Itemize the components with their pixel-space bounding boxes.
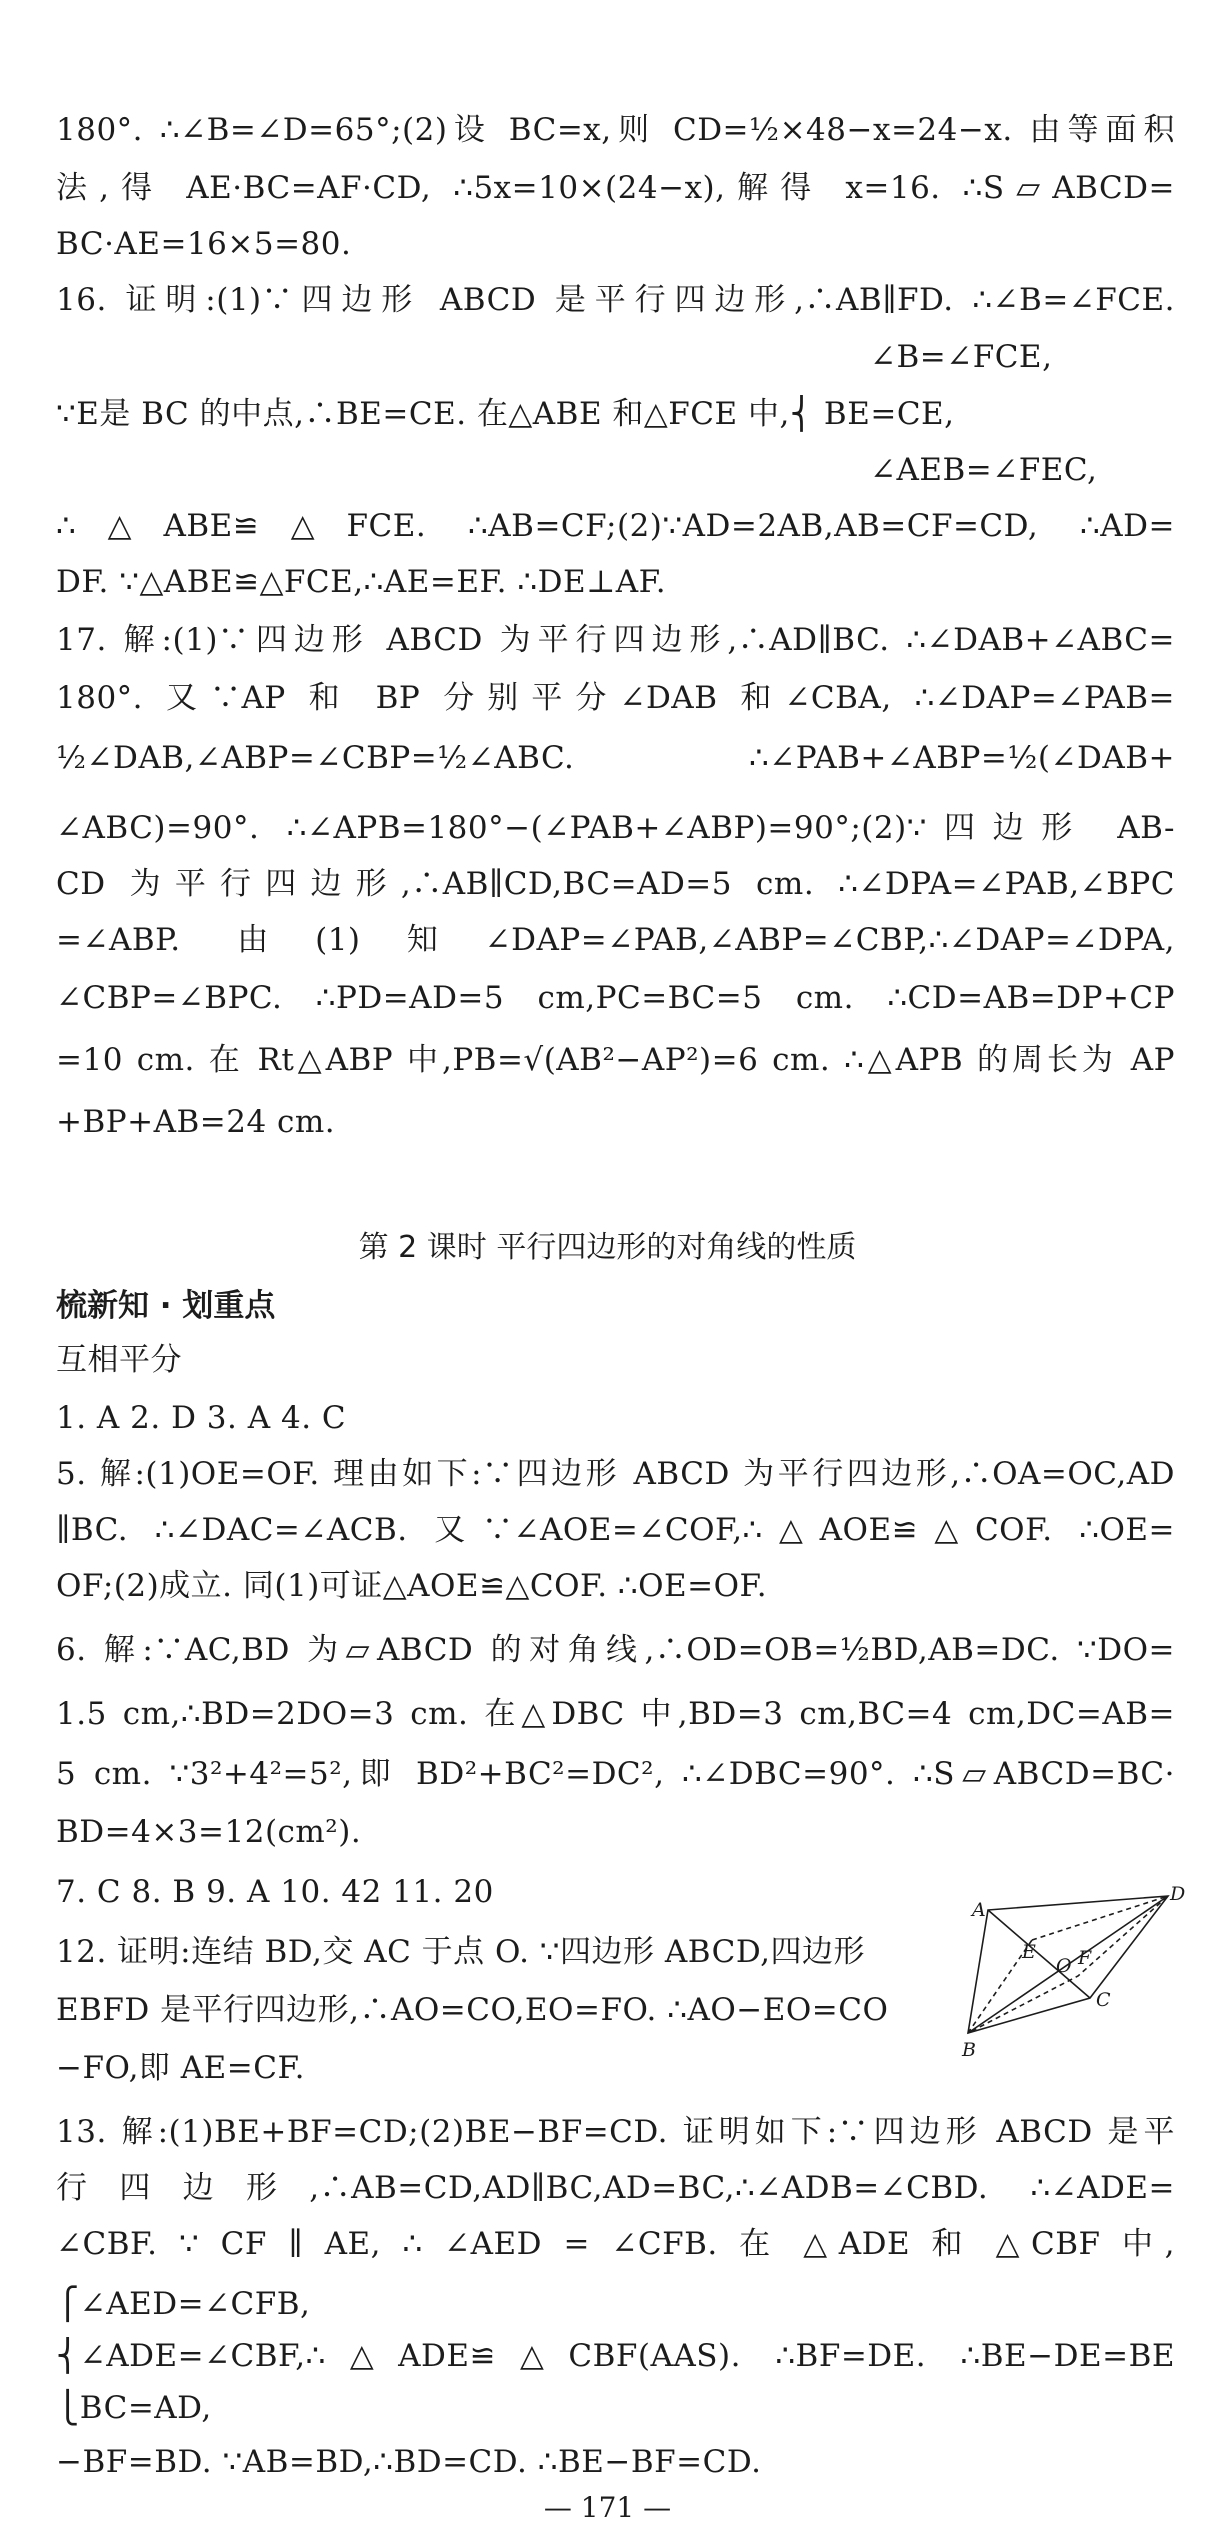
label-D: D xyxy=(1170,1883,1186,1905)
text-line: ⎧∠AED=∠CFB, xyxy=(56,2286,311,2322)
text-line: CD 为平行四边形,∴AB∥CD,BC=AD=5 cm. ∴∠DPA=∠PAB,∠BPC xyxy=(56,866,1175,902)
text-line: 1.5 cm,∴BD=2DO=3 cm. 在△DBC 中,BD=3 cm,BC=4 cm,DC=AB= xyxy=(56,1696,1175,1732)
text-line: 16. 证明:(1)∵四边形 ABCD 是平行四边形,∴AB∥FD. ∴∠B=∠FCE. xyxy=(56,282,1175,318)
text-line: ∠ABC)=90°. ∴∠APB=180°−(∠PAB+∠ABP)=90°;(2)∵四边形 AB- xyxy=(56,810,1175,846)
text-line: 互相平分 xyxy=(56,1342,182,1378)
label-B: B xyxy=(962,2039,976,2061)
text-line: ∥BC. ∴∠DAC=∠ACB. 又∵∠AOE=∠COF,∴△AOE≌△COF. ∴OE= xyxy=(56,1512,1175,1548)
answer-line: 7. C 8. B 9. A 10. 42 11. 20 xyxy=(56,1874,494,1910)
text-line: +BP+AB=24 cm. xyxy=(56,1104,336,1140)
text-line: =∠ABP. 由(1)知∠DAP=∠PAB,∠ABP=∠CBP,∴∠DAP=∠DPA, xyxy=(56,922,1175,958)
text-line: 180°. ∴∠B=∠D=65°;(2)设 BC=x,则 CD=½×48−x=24−x. 由等面积 xyxy=(56,112,1175,148)
text-line: OF;(2)成立. 同(1)可证△AOE≌△COF. ∴OE=OF. xyxy=(56,1568,768,1604)
text-line: ∠AEB=∠FEC, xyxy=(870,452,1098,488)
text-line: ⎩BC=AD, xyxy=(56,2390,212,2426)
lesson-heading: 第 2 课时 平行四边形的对角线的性质 xyxy=(358,1230,857,1265)
text-line: DF. ∵△ABE≌△FCE,∴AE=EF. ∴DE⊥AF. xyxy=(56,564,667,600)
label-O: O xyxy=(1056,1955,1072,1977)
text-line: ⎨∠ADE=∠CBF,∴△ADE≌△CBF(AAS). ∴BF=DE. ∴BE−DE=BE xyxy=(56,2338,1175,2374)
label-A: A xyxy=(972,1899,986,1921)
text-line: 17. 解:(1)∵四边形 ABCD 为平行四边形,∴AD∥BC. ∴∠DAB+∠ABC= xyxy=(56,622,1175,658)
label-F: F xyxy=(1078,1947,1092,1969)
section-title: 梳新知 · 划重点 xyxy=(56,1288,276,1324)
label-E: E xyxy=(1022,1941,1036,1963)
text-line: ∠B=∠FCE, xyxy=(870,339,1053,375)
text-line: 6. 解:∵AC,BD 为▱ABCD 的对角线,∴OD=OB=½BD,AB=DC. ∵DO= xyxy=(56,1632,1175,1668)
text-line: ½∠DAB,∠ABP=∠CBP=½∠ABC. ∴∠PAB+∠ABP=½(∠DAB+ xyxy=(56,740,1175,776)
text-line: −BF=BD. ∵AB=BD,∴BD=CD. ∴BE−BF=CD. xyxy=(56,2444,762,2480)
text-line: 5 cm. ∵3²+4²=5²,即 BD²+BC²=DC², ∴∠DBC=90°. ∴S▱ABCD=BC· xyxy=(56,1756,1175,1792)
text-line: 13. 解:(1)BE+BF=CD;(2)BE−BF=CD. 证明如下:∵四边形 ABCD 是平 xyxy=(56,2114,1175,2150)
text-line: ∠CBP=∠BPC. ∴PD=AD=5 cm,PC=BC=5 cm. ∴CD=AB=DP+CP xyxy=(56,980,1175,1016)
text-line: BC·AE=16×5=80. xyxy=(56,226,352,262)
text-line: −FO,即 AE=CF. xyxy=(56,2050,306,2086)
text-line: EBFD 是平行四边形,∴AO=CO,EO=FO. ∴AO−EO=CO xyxy=(56,1992,889,2028)
label-C: C xyxy=(1096,1989,1111,2011)
parallelogram-figure xyxy=(958,1878,1186,2063)
text-line: 5. 解:(1)OE=OF. 理由如下:∵四边形 ABCD 为平行四边形,∴OA=OC,AD xyxy=(56,1456,1175,1492)
text-line: 180°. 又∵AP 和 BP 分别平分∠DAB 和∠CBA, ∴∠DAP=∠PAB= xyxy=(56,680,1175,716)
answer-line: 1. A 2. D 3. A 4. C xyxy=(56,1400,347,1436)
text-line: 12. 证明:连结 BD,交 AC 于点 O. ∵四边形 ABCD,四边形 xyxy=(56,1934,865,1970)
text-line: ∵E是 BC 的中点,∴BE=CE. 在△ABE 和△FCE 中,⎨ BE=CE, xyxy=(56,396,955,432)
text-line: =10 cm. 在 Rt△ABP 中,PB=√(AB²−AP²)=6 cm. ∴△APB 的周长为 AP xyxy=(56,1042,1175,1078)
page-number: — 171 — xyxy=(543,2491,672,2524)
text-line: ∠CBF. ∵ CF ∥ AE, ∴ ∠AED = ∠CFB. 在 △ADE 和 △CBF 中, xyxy=(56,2226,1175,2262)
text-line: ∴△ABE≌△FCE. ∴AB=CF;(2)∵AD=2AB,AB=CF=CD, ∴AD= xyxy=(56,508,1175,544)
text-line: 行四边形,∴AB=CD,AD∥BC,AD=BC,∴∠ADB=∠CBD. ∴∠ADE= xyxy=(56,2170,1175,2206)
text-line: BD=4×3=12(cm²). xyxy=(56,1814,362,1850)
text-line: 法,得 AE·BC=AF·CD, ∴5x=10×(24−x),解得 x=16. ∴S▱ABCD= xyxy=(56,170,1175,206)
